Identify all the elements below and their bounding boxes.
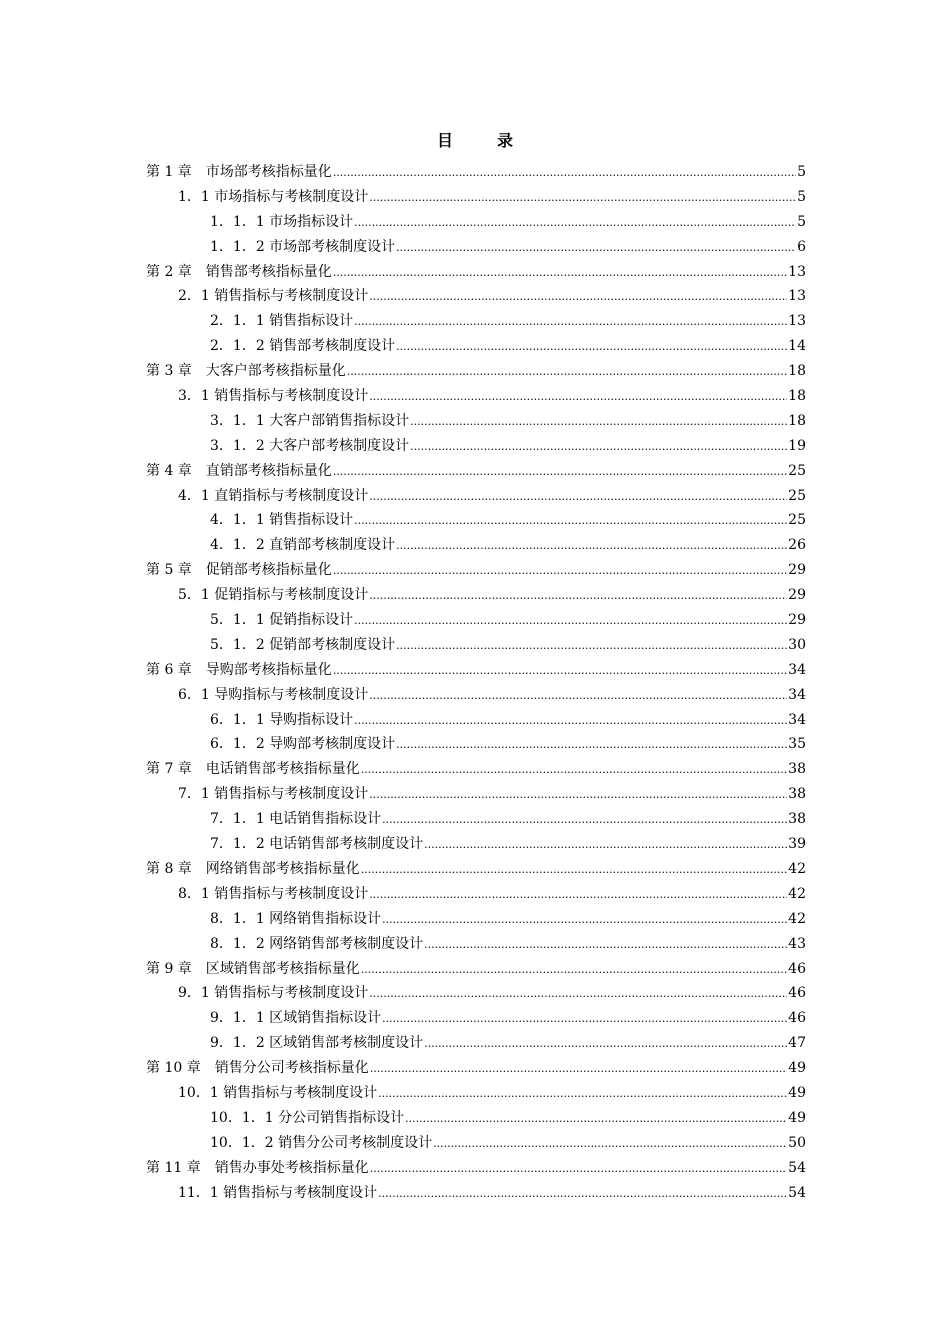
- toc-entry[interactable]: [146, 210, 806, 235]
- toc-page-number: 49: [788, 1109, 806, 1126]
- toc-page-number: 25: [788, 512, 806, 529]
- toc-dot-leader: [396, 235, 796, 261]
- toc-dot-leader: [369, 185, 796, 211]
- toc-page-number: 34: [788, 686, 806, 703]
- toc-entry-title: 第 8 章 网络销售部考核指标量化: [146, 860, 360, 877]
- toc-entry-title: 2．1．1 销售指标设计: [210, 313, 354, 330]
- toc-dot-leader: [333, 658, 787, 684]
- toc-dot-leader: [354, 708, 787, 734]
- toc-page-number: 42: [788, 860, 806, 877]
- toc-dot-leader: [354, 210, 796, 236]
- toc-page-number: 14: [788, 338, 806, 355]
- toc-entry-title: 5．1．2 促销部考核制度设计: [210, 636, 396, 653]
- toc-page-number: 29: [788, 562, 806, 579]
- toc-entry-title: 第 4 章 直销部考核指标量化: [146, 462, 332, 479]
- toc-entry-title: 3．1．2 大客户部考核制度设计: [210, 437, 410, 454]
- toc-page-number: 18: [788, 412, 806, 429]
- toc-entry-title: 6．1．2 导购部考核制度设计: [210, 736, 396, 753]
- toc-entry[interactable]: [146, 384, 806, 409]
- toc-entry-title: 第 5 章 促销部考核指标量化: [146, 562, 332, 579]
- toc-page-number: 13: [788, 263, 806, 280]
- toc-page-number: 42: [788, 910, 806, 927]
- toc-entry-title: 4．1 直销指标与考核制度设计: [178, 487, 369, 504]
- toc-page-number: 46: [788, 1010, 806, 1027]
- toc-entry-title: 2．1．2 销售部考核制度设计: [210, 338, 396, 355]
- toc-page-number: 5: [797, 188, 806, 205]
- toc-entry[interactable]: [146, 409, 806, 434]
- toc-dot-leader: [333, 260, 787, 286]
- toc-entry[interactable]: [146, 284, 806, 309]
- toc-entry[interactable]: [146, 757, 806, 782]
- toc-page-number: 25: [788, 462, 806, 479]
- toc-entry-title: 4．1．1 销售指标设计: [210, 512, 354, 529]
- toc-entry-title: 2．1 销售指标与考核制度设计: [178, 288, 369, 305]
- toc-entry-title: 第 11 章 销售办事处考核指标量化: [146, 1159, 369, 1176]
- toc-dot-leader: [333, 459, 787, 485]
- toc-entry-title: 7．1 销售指标与考核制度设计: [178, 786, 369, 803]
- toc-entry-title: 1．1．2 市场部考核制度设计: [210, 238, 396, 255]
- toc-entry[interactable]: [146, 434, 806, 459]
- toc-entry[interactable]: [146, 932, 806, 957]
- toc-entry-title: 3．1．1 大客户部销售指标设计: [210, 412, 410, 429]
- toc-entry[interactable]: [146, 683, 806, 708]
- toc-page-number: 54: [788, 1159, 806, 1176]
- toc-dot-leader: [382, 807, 787, 833]
- toc-entry[interactable]: [146, 732, 806, 757]
- toc-entry-title: 6．1 导购指标与考核制度设计: [178, 686, 369, 703]
- toc-dot-leader: [424, 932, 787, 958]
- toc-entry[interactable]: [146, 334, 806, 359]
- toc-page-number: 47: [788, 1035, 806, 1052]
- toc-entry[interactable]: [146, 558, 806, 583]
- toc-page-number: 18: [788, 363, 806, 380]
- toc-entry[interactable]: [146, 1156, 806, 1181]
- toc-page-number: 43: [788, 935, 806, 952]
- toc-entry[interactable]: [146, 857, 806, 882]
- toc-page-number: 38: [788, 811, 806, 828]
- toc-page-number: 39: [788, 836, 806, 853]
- toc-entry[interactable]: [146, 185, 806, 210]
- toc-entry-title: 9．1．2 区域销售部考核制度设计: [210, 1035, 424, 1052]
- toc-entry[interactable]: [146, 1031, 806, 1056]
- toc-entry-title: 8．1 销售指标与考核制度设计: [178, 885, 369, 902]
- toc-entry-title: 8．1．1 网络销售指标设计: [210, 910, 382, 927]
- toc-page-number: 29: [788, 612, 806, 629]
- toc-dot-leader: [333, 558, 787, 584]
- toc-list: [146, 160, 806, 1205]
- toc-dot-leader: [369, 384, 787, 410]
- toc-page-number: 6: [797, 238, 806, 255]
- toc-entry-title: 9．1 销售指标与考核制度设计: [178, 985, 369, 1002]
- toc-entry[interactable]: [146, 782, 806, 807]
- toc-entry-title: 1．1 市场指标与考核制度设计: [178, 188, 369, 205]
- toc-dot-leader: [369, 981, 787, 1007]
- toc-dot-leader: [361, 757, 787, 783]
- toc-page-number: 49: [788, 1084, 806, 1101]
- toc-page-number: 46: [788, 985, 806, 1002]
- toc-entry[interactable]: [146, 981, 806, 1006]
- toc-entry[interactable]: [146, 583, 806, 608]
- toc-entry-title: 5．1．1 促销指标设计: [210, 612, 354, 629]
- toc-dot-leader: [433, 1131, 787, 1157]
- toc-page-number: 54: [788, 1184, 806, 1201]
- toc-entry-title: 3．1 销售指标与考核制度设计: [178, 388, 369, 405]
- toc-dot-leader: [405, 1106, 787, 1132]
- toc-page-number: 13: [788, 313, 806, 330]
- toc-entry-title: 第 2 章 销售部考核指标量化: [146, 263, 332, 280]
- toc-entry-title: 第 3 章 大客户部考核指标量化: [146, 363, 346, 380]
- toc-dot-leader: [370, 1056, 787, 1082]
- toc-entry[interactable]: [146, 260, 806, 285]
- toc-entry[interactable]: [146, 1181, 806, 1206]
- toc-entry-title: 8．1．2 网络销售部考核制度设计: [210, 935, 424, 952]
- toc-entry[interactable]: [146, 1131, 806, 1156]
- toc-entry[interactable]: [146, 1106, 806, 1131]
- toc-entry-title: 10．1．2 销售分公司考核制度设计: [210, 1134, 433, 1151]
- toc-entry[interactable]: [146, 957, 806, 982]
- toc-dot-leader: [410, 409, 787, 435]
- toc-entry[interactable]: [146, 359, 806, 384]
- toc-entry-title: 7．1．2 电话销售部考核制度设计: [210, 836, 424, 853]
- toc-dot-leader: [382, 1006, 787, 1032]
- toc-title: 目 录: [436, 131, 527, 150]
- toc-entry-title: 1．1．1 市场指标设计: [210, 213, 354, 230]
- toc-dot-leader: [369, 583, 787, 609]
- toc-entry[interactable]: [146, 882, 806, 907]
- toc-dot-leader: [396, 334, 787, 360]
- toc-entry-title: 第 9 章 区域销售部考核指标量化: [146, 960, 360, 977]
- toc-page-number: 5: [797, 164, 806, 180]
- toc-page-number: 34: [788, 711, 806, 728]
- toc-entry-title: 10．1 销售指标与考核制度设计: [178, 1084, 378, 1101]
- toc-entry-title: 6．1．1 导购指标设计: [210, 711, 354, 728]
- toc-entry[interactable]: [146, 235, 806, 260]
- toc-dot-leader: [361, 857, 787, 883]
- toc-page-number: 18: [788, 388, 806, 405]
- toc-entry-title: 10．1．1 分公司销售指标设计: [210, 1109, 405, 1126]
- toc-dot-leader: [369, 782, 787, 808]
- toc-entry[interactable]: [146, 508, 806, 533]
- toc-page-number: 25: [788, 487, 806, 504]
- toc-dot-leader: [370, 1156, 787, 1182]
- toc-page-number: 38: [788, 761, 806, 778]
- toc-dot-leader: [410, 434, 787, 460]
- toc-dot-leader: [378, 1181, 787, 1207]
- toc-dot-leader: [333, 160, 796, 186]
- toc-page-number: 38: [788, 786, 806, 803]
- toc-page-number: 29: [788, 587, 806, 604]
- toc-entry-title: 7．1．1 电话销售指标设计: [210, 811, 382, 828]
- toc-entry[interactable]: [146, 160, 806, 185]
- toc-page-number: 5: [797, 213, 806, 230]
- toc-dot-leader: [347, 359, 787, 385]
- toc-entry[interactable]: [146, 658, 806, 683]
- toc-page-number: 49: [788, 1060, 806, 1077]
- toc-entry[interactable]: [146, 484, 806, 509]
- toc-entry[interactable]: [146, 608, 806, 633]
- toc-page-number: 26: [788, 537, 806, 554]
- toc-page-number: 19: [788, 437, 806, 454]
- toc-entry-title: 9．1．1 区域销售指标设计: [210, 1010, 382, 1027]
- toc-entry[interactable]: [146, 907, 806, 932]
- toc-entry[interactable]: [146, 832, 806, 857]
- toc-entry-title: 第 1 章 市场部考核指标量化: [146, 164, 332, 180]
- toc-dot-leader: [378, 1081, 787, 1107]
- toc-entry-title: 第 10 章 销售分公司考核指标量化: [146, 1060, 369, 1077]
- toc-entry[interactable]: [146, 708, 806, 733]
- toc-page-number: 35: [788, 736, 806, 753]
- toc-entry-title: 第 6 章 导购部考核指标量化: [146, 661, 332, 678]
- toc-entry[interactable]: [146, 1006, 806, 1031]
- toc-dot-leader: [396, 732, 787, 758]
- toc-entry[interactable]: [146, 309, 806, 334]
- toc-dot-leader: [369, 484, 787, 510]
- toc-dot-leader: [424, 1031, 787, 1057]
- toc-dot-leader: [369, 882, 787, 908]
- toc-dot-leader: [382, 907, 787, 933]
- toc-entry-title: 第 7 章 电话销售部考核指标量化: [146, 761, 360, 778]
- toc-entry-title: 5．1 促销指标与考核制度设计: [178, 587, 369, 604]
- toc-page-number: 42: [788, 885, 806, 902]
- toc-entry[interactable]: [146, 1056, 806, 1081]
- toc-page-number: 30: [788, 636, 806, 653]
- toc-dot-leader: [354, 309, 787, 335]
- toc-entry[interactable]: [146, 807, 806, 832]
- toc-dot-leader: [369, 284, 787, 310]
- toc-entry[interactable]: [146, 633, 806, 658]
- toc-page-number: 13: [788, 288, 806, 305]
- toc-page-number: 50: [788, 1134, 806, 1151]
- toc-dot-leader: [354, 608, 787, 634]
- toc-dot-leader: [396, 533, 787, 559]
- toc-dot-leader: [369, 683, 787, 709]
- toc-entry[interactable]: [146, 459, 806, 484]
- toc-dot-leader: [354, 508, 787, 534]
- toc-entry-title: 11．1 销售指标与考核制度设计: [178, 1184, 378, 1201]
- toc-entry-title: 4．1．2 直销部考核制度设计: [210, 537, 396, 554]
- toc-entry[interactable]: [146, 1081, 806, 1106]
- toc-page-number: 34: [788, 661, 806, 678]
- toc-dot-leader: [361, 957, 787, 983]
- toc-dot-leader: [396, 633, 787, 659]
- toc-page-number: 46: [788, 960, 806, 977]
- toc-entry[interactable]: [146, 533, 806, 558]
- toc-dot-leader: [424, 832, 787, 858]
